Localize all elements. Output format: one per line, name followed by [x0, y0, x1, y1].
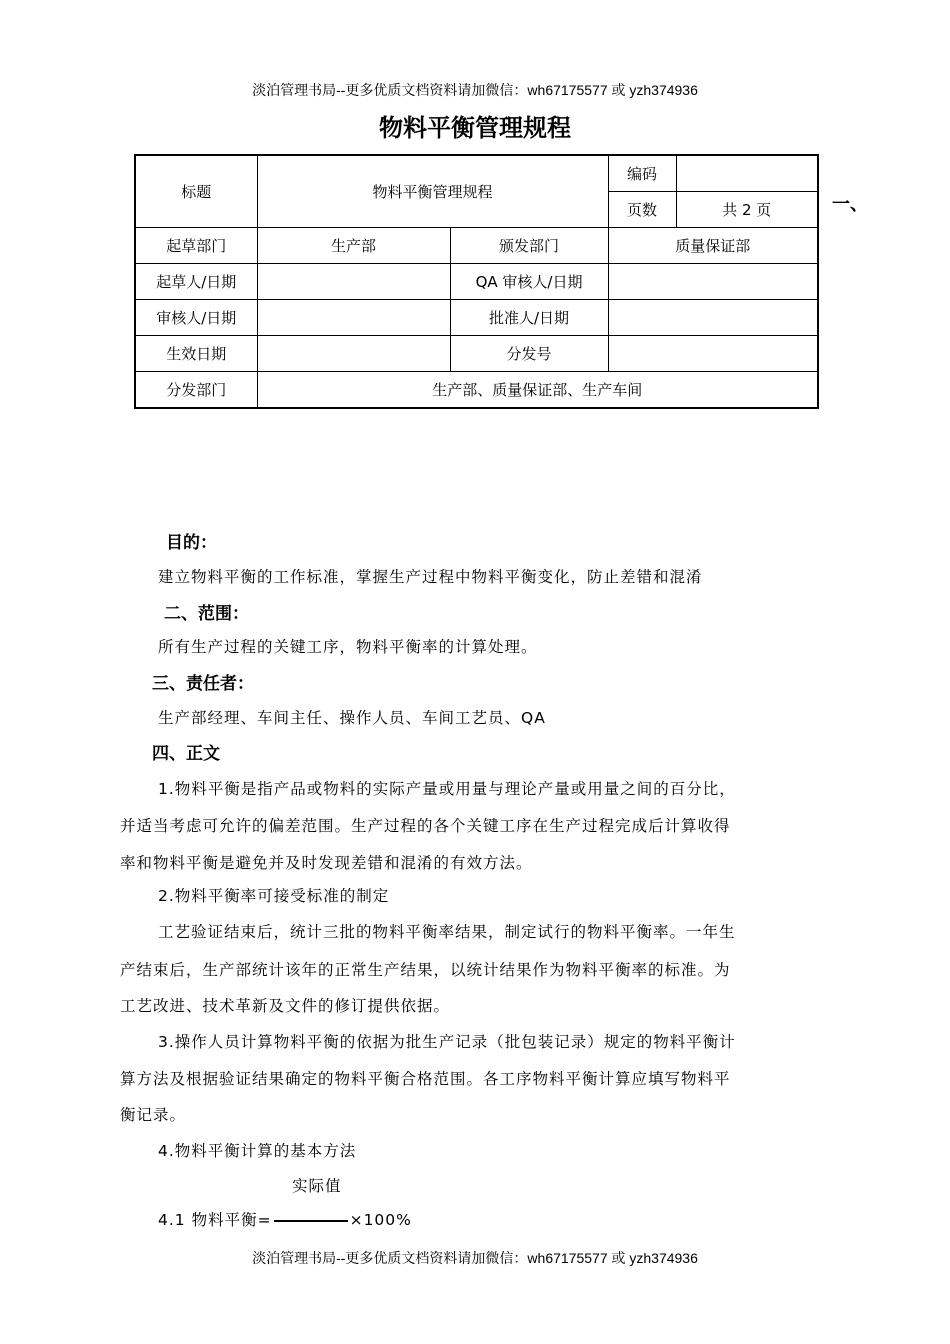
section-3-heading: 三、责任者：: [152, 674, 254, 694]
value-code: [676, 155, 818, 192]
label-qa-review: QA 审核人/日期: [450, 264, 608, 300]
formula-suffix: ×100%: [349, 1211, 412, 1229]
label-approver: 批准人/日期: [450, 300, 608, 336]
value-distribution-number: [608, 336, 818, 372]
fraction-bar: [274, 1220, 348, 1222]
section-2-text: 所有生产过程的关键工序，物料平衡率的计算处理。: [158, 638, 538, 656]
label-drafter: 起草人/日期: [135, 264, 257, 300]
value-effective-date: [257, 336, 450, 372]
label-title: 标题: [135, 155, 257, 228]
paragraph-4-line-3: 衡记录。: [120, 1106, 187, 1124]
section-1-text: 建立物料平衡的工作标准，掌握生产过程中物料平衡变化，防止差错和混淆: [158, 568, 703, 586]
header-note: 淡泊管理书局--更多优质文档资料请加微信：wh67175577 或 yzh374936: [252, 82, 698, 98]
formula-numerator: 实际值: [292, 1177, 342, 1195]
formula-line: [158, 1208, 412, 1230]
paragraph-4-line-2: 算方法及根据验证结果确定的物料平衡合格范围。各工序物料平衡计算应填写物料平: [120, 1070, 731, 1088]
label-code: 编码: [608, 155, 676, 192]
paragraph-5: 4.物料平衡计算的基本方法: [158, 1142, 357, 1160]
paragraph-3-line-1: 工艺验证结束后，统计三批的物料平衡率结果，制定试行的物料平衡率。一年生: [158, 923, 736, 941]
footer-note: 淡泊管理书局--更多优质文档资料请加微信：wh67175577 或 yzh374936: [252, 1250, 698, 1266]
paragraph-1-line-1: 1.物料平衡是指产品或物料的实际产量或用量与理论产量或用量之间的百分比，: [158, 780, 736, 798]
label-pages: 页数: [608, 192, 676, 228]
formula-label: 4.1 物料平衡=: [158, 1211, 272, 1229]
section-1-heading: 目的：: [166, 533, 217, 553]
section-1-number: 一、: [832, 194, 868, 215]
label-distribution-number: 分发号: [450, 336, 608, 372]
document-info-table: [134, 154, 819, 409]
value-approver: [608, 300, 818, 336]
section-2-heading: 二、范围：: [164, 604, 249, 624]
value-title: 物料平衡管理规程: [257, 155, 608, 228]
value-reviewer: [257, 300, 450, 336]
paragraph-3-line-3: 工艺改进、技术革新及文件的修订提供依据。: [120, 997, 451, 1015]
label-distribution-dept: 分发部门: [135, 372, 257, 409]
paragraph-1-line-3: 率和物料平衡是避免并及时发现差错和混淆的有效方法。: [120, 854, 533, 872]
value-qa-review: [608, 264, 818, 300]
paragraph-4-line-1: 3.操作人员计算物料平衡的依据为批生产记录（批包装记录）规定的物料平衡计: [158, 1033, 736, 1051]
label-effective-date: 生效日期: [135, 336, 257, 372]
label-reviewer: 审核人/日期: [135, 300, 257, 336]
section-3-text: 生产部经理、车间主任、操作人员、车间工艺员、QA: [158, 709, 546, 727]
section-4-heading: 四、正文: [152, 744, 220, 764]
label-draft-dept: 起草部门: [135, 228, 257, 264]
paragraph-1-line-2: 并适当考虑可允许的偏差范围。生产过程的各个关键工序在生产过程完成后计算收得: [120, 817, 731, 835]
paragraph-3-line-2: 产结束后，生产部统计该年的正常生产结果，以统计结果作为物料平衡率的标准。为: [120, 961, 731, 979]
value-drafter: [257, 264, 450, 300]
value-pages: 共 2 页: [676, 192, 818, 228]
value-draft-dept: 生产部: [257, 228, 450, 264]
paragraph-2: 2.物料平衡率可接受标准的制定: [158, 887, 390, 905]
document-title: 物料平衡管理规程: [379, 114, 571, 142]
value-issue-dept: 质量保证部: [608, 228, 818, 264]
label-issue-dept: 颁发部门: [450, 228, 608, 264]
value-distribution-dept: 生产部、质量保证部、生产车间: [257, 372, 818, 409]
